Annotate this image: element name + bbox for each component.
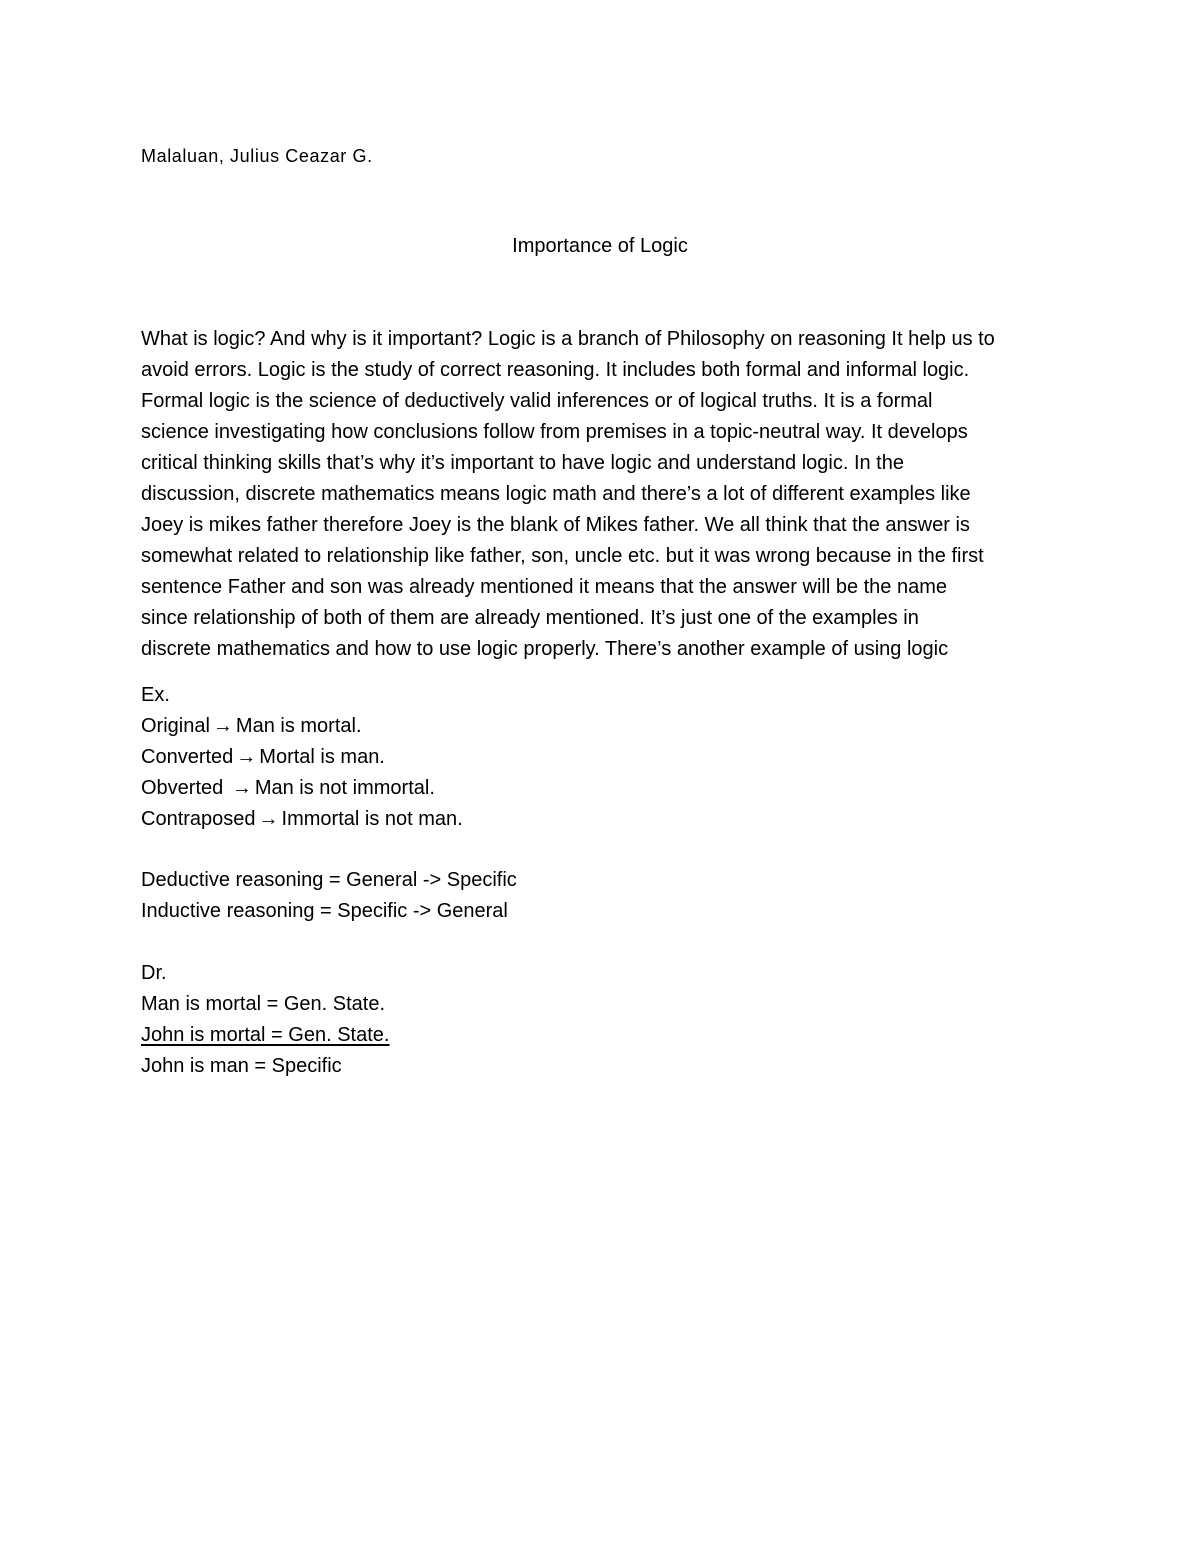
example-item-original (141, 711, 1081, 742)
example-block (141, 680, 1081, 835)
dr-label: Dr. (141, 962, 167, 984)
example-text: Mortal is man. (259, 746, 385, 768)
example-term: Contraposed (141, 808, 256, 830)
paragraph-line: discussion, discrete mathematics means logic math and there’s a lot of different examples like (141, 483, 971, 505)
arrow-right-icon: → (231, 777, 252, 799)
body-paragraph (141, 324, 1081, 665)
example-term: Obverted (141, 777, 224, 799)
arrow-right-icon: → (258, 808, 279, 830)
example-text: Man is not immortal. (254, 777, 435, 799)
arrow-right-icon: → (236, 746, 257, 768)
example-item-obverted (141, 773, 1081, 804)
deductive-reasoning: Deductive reasoning = General -> Specific (141, 869, 517, 891)
paragraph-line: since relationship of both of them are already mentioned. It’s just one of the examples in (141, 607, 919, 629)
author-name: Malaluan, Julius Ceazar G. (141, 146, 373, 166)
example-text: Man is mortal. (235, 715, 362, 737)
document-title: Importance of Logic (512, 235, 688, 257)
paragraph-line: sentence Father and son was already mentioned it means that the answer will be the name (141, 576, 948, 598)
dr-block (141, 958, 1081, 1082)
paragraph-line: Formal logic is the science of deductively valid inferences or of logical truths. It is a formal (141, 390, 933, 412)
paragraph-line: avoid errors. Logic is the study of correct reasoning. It includes both formal and informal logic. (141, 359, 970, 381)
example-text: Immortal is not man. (281, 808, 463, 830)
example-item-converted (141, 742, 1081, 773)
arrow-right-icon: → (212, 715, 233, 737)
paragraph-line: science investigating how conclusions follow from premises in a topic-neutral way. It develops (141, 421, 968, 443)
dr-line-underlined (141, 1020, 1081, 1051)
paragraph-line: somewhat related to relationship like father, son, uncle etc. but it was wrong because in the first (141, 545, 984, 567)
example-item-contraposed (141, 804, 1081, 835)
dr-line-specific: John is man = Specific (141, 1055, 342, 1077)
paragraph-line: What is logic? And why is it important? Logic is a branch of Philosophy on reasoning It help us to (141, 328, 995, 350)
paragraph-line: discrete mathematics and how to use logic properly. There’s another example of using logic (141, 638, 949, 660)
paragraph-line: Joey is mikes father therefore Joey is the blank of Mikes father. We all think that the answer is (141, 514, 970, 536)
inductive-reasoning: Inductive reasoning = Specific -> General (141, 900, 508, 922)
example-term: Original (141, 715, 210, 737)
example-label: Ex. (141, 684, 170, 706)
example-term: Converted (141, 746, 234, 768)
paragraph-line: critical thinking skills that’s why it’s important to have logic and understand logic. In the (141, 452, 904, 474)
reasoning-block (141, 865, 1081, 927)
dr-underlined-text: John is mortal = Gen. State. (141, 1024, 390, 1046)
dr-line-general: Man is mortal = Gen. State. (141, 993, 385, 1015)
